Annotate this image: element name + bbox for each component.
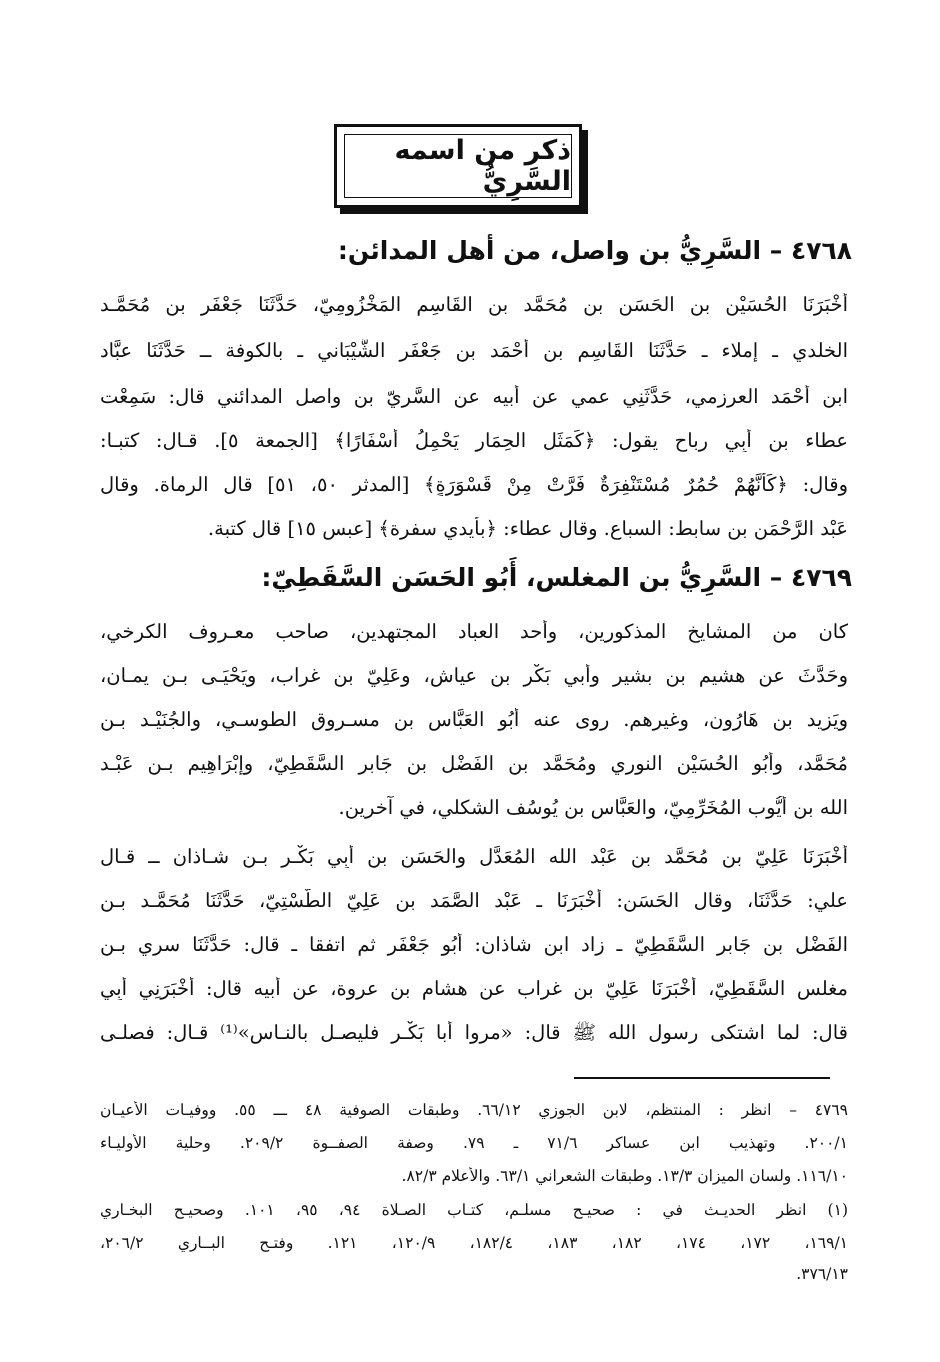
entry-4768-line: أَخْبَرَنَا الحُسَيْن بن الحَسَن بن مُحَمَّد بن القَاسِم المَخْزُومِيّ، حَدَّثَنَا جَعْفَر بن مُحَمَّـد (100, 293, 848, 316)
entry-4769-line: الفَضْل بن جَابر السَّقَطِيّ ـ زاد ابن شاذان: أَبُو جَعْفَر ثم اتفقا ـ قال: حَدَّثَنَا سري بـن (100, 933, 848, 956)
entry-4769-line: الله بن أَيُّوب المُخَرِّمِيّ، والعَبَّاس بن يُوسُف الشكلي، في آخرين. (338, 796, 848, 819)
section-title: ذكر من اسمه السَّرِيُّ (394, 135, 571, 197)
entry-4769-line: وحَدَّثَ عن هشيم بن بشير وأبي بَكْر بن عياش، وعَلِيّ بن غراب، ويَحْيَـى بـن يمـان، (100, 664, 848, 687)
entry-4769-line: علي: حَدَّثَنَا، وقال الحَسَن: أَخْبَرَنَا ـ عَبْد الصَّمَد بن عَلِيّ الطَّسْتِيّ، حَدَّثَنَا مُحَمَّـد بـن (100, 889, 848, 912)
entry-heading-4769: ٤٧٦٩ – السَّرِيُّ بن المغلس، أَبُو الحَسَن السَّقَطِيّ: (261, 563, 852, 592)
entry-heading-4768: ٤٧٦٨ – السَّرِيُّ بن واصل، من أهل المدائن: (337, 236, 852, 265)
footnote-line: ١١٦/١٠. ولسان الميزان ١٣/٣. وطبقات الشعراني ٦٣/١. والأعلام ٨٢/٣. (401, 1167, 848, 1185)
entry-4768-line: ابن أَحْمَد العرزمي، حَدَّثَنِي عمي عن أبيه عن السَّرِيّ بن واصل المدائني قال: سَمِعْت (100, 385, 848, 408)
footnote-line: (١) انظر الحديـث في : صحيـح مسلـم، كتـاب الصـلاة ٩٤، ٩٥، ١٠١. وصحيـح البخـاري (100, 1201, 848, 1219)
footnote-divider (574, 1077, 830, 1079)
entry-4768-line: عطاء بن أَبِي رباح يقول: ﴿كَمَثَلِ الحِمَارِ يَحْمِلُ أَسْفَارًا﴾ [الجمعة ٥]. قـال: كتبـا: (100, 429, 848, 452)
entry-4769-line: قال: لما اشتكى رسول الله ﷺ قال: «مروا أبا بَكْـر فليصـل بالنـاس»⁽¹⁾ قـال: فصلـى (100, 1021, 848, 1044)
section-title-frame (334, 124, 582, 208)
entry-4769-line: مُحَمَّد، وأَبُو الحُسَيْن النوري ومُحَمَّد بن الفَضْل بن جَابر السَّقَطِيّ، وإِبْرَاهِيم بـن عَبْـد (100, 752, 848, 775)
entry-4768-line: عَبْد الرَّحْمَن بن سابط: السباع. وقال عطاء: ﴿بأيدي سفرة﴾ [عبس ١٥] قال كتبة. (207, 517, 848, 540)
entry-4769-line: كان من المشايخ المذكورين، وأحد العباد المجتهدين، صاحب معـروف الكرخي، (100, 620, 848, 643)
footnote-line: ٢٠٠/١. وتهذيب ابن عساكر ٧١/٦ ـ ٧٩. وصفة الصفــوة ٢٠٩/٢. وحلية الأوليـاء (100, 1134, 848, 1152)
footnote-line: ٤٧٦٩ – انظر : المنتظم، لابن الجوزي ٦٦/١٢. وطبقات الصوفية ٤٨ ـــ ٥٥. ووفيـات الأعيـان (100, 1101, 848, 1119)
entry-4768-line: الخلدي ـ إملاء ـ حَدَّثَنَا القَاسِم بن أَحْمَد بن جَعْفَر الشَّيْبَاني ـ بالكوفة ــ حَدَّثَنَا عبَّاد (100, 339, 848, 362)
entry-4769-line: أَخْبَرَنَا عَلِيّ بن مُحَمَّد بن عَبْد الله المُعَدَّل والحَسَن بن أَبِي بَكْـر بـن شـاذان ــ قـال (100, 845, 848, 868)
entry-4768-line: وقال: ﴿كَأَنَّهُمْ حُمُرٌ مُسْتَنْفِرَةٌ فَرَّتْ مِنْ قَسْوَرَةٍ﴾ [المدثر ٥٠، ٥١] قال الرماة. وقال (100, 473, 848, 496)
footnote-line: ٣٧٦/١٣. (796, 1265, 848, 1283)
entry-4769-line: مغلس السَّقَطِيّ، أَخْبَرَنَا عَلِيّ بن غراب عن هشام بن عروة، عن أبيه قال: أَخْبَرَنِي أَبِي (100, 977, 848, 1000)
section-title-inner-border (344, 134, 572, 198)
footnote-line: ١٦٩/١، ١٧٢، ١٧٤، ١٨٢، ١٨٣، ١٨٢/٤، ١٢٠/٩، ١٢١. وفتـح البــاري ٢٠٦/٢، (100, 1234, 848, 1252)
entry-4769-line: ويَزِيد بن هَارُون، وغيرهم. روى عنه أَبُو العَبَّاس بن مسـروق الطوسـي، والجُنَيْـد بـن (100, 708, 848, 731)
